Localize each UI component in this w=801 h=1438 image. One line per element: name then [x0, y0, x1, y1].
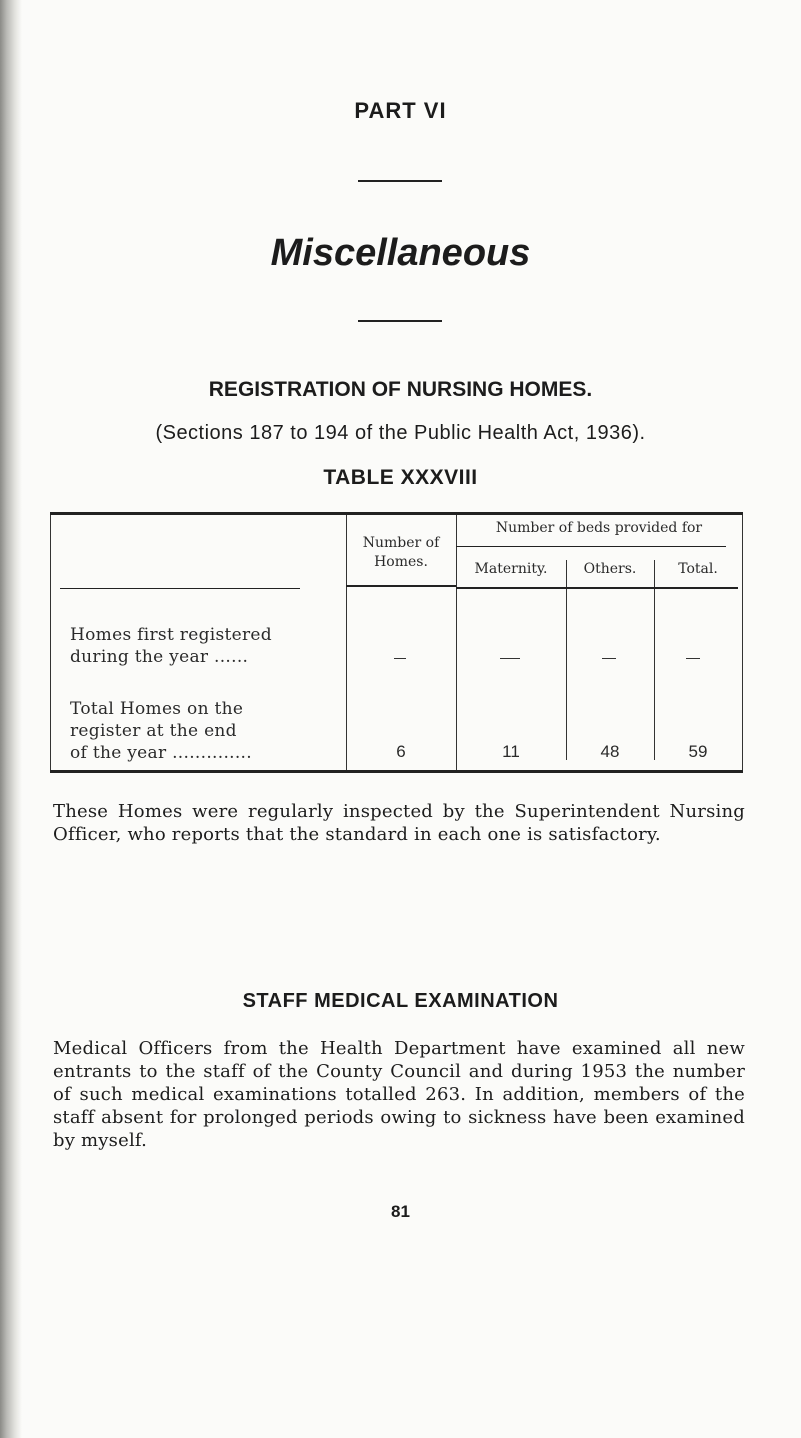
table-right-border	[742, 515, 743, 770]
registration-sections: (Sections 187 to 194 of the Public Health Act, 1936).	[155, 422, 646, 444]
divider-bottom	[358, 320, 442, 322]
row-label-first-registered	[70, 624, 340, 668]
row2-label-line3: of the year ..............	[70, 743, 252, 763]
table-top-rule	[50, 512, 743, 515]
staff-heading: STAFF MEDICAL EXAMINATION	[242, 990, 559, 1012]
others-header-underline	[566, 587, 654, 589]
part-heading: PART VI	[354, 98, 447, 123]
row2-others-value: 48	[600, 742, 620, 761]
col-divider-others	[566, 560, 567, 760]
stub-header-underline	[60, 588, 300, 589]
table-bottom-rule	[50, 770, 743, 773]
row2-label-line2: register at the end	[70, 721, 237, 741]
header-number-of-homes	[346, 534, 456, 572]
row2-total-value: 59	[688, 742, 708, 761]
inspection-paragraph: These Homes were regularly inspected by the Superintendent Nursing Officer, who reports that the standard in each one is satisfactory.	[53, 801, 745, 845]
page-number: 81	[391, 1202, 410, 1221]
row2-label-line1: Total Homes on the	[70, 699, 244, 719]
nursing-homes-table	[50, 512, 743, 774]
total-header-underline	[654, 587, 738, 589]
header-homes-line1: Number of	[362, 535, 440, 551]
row1-label-line2: during the year ......	[70, 647, 249, 667]
col-divider-maternity	[456, 515, 457, 770]
group-header-underline	[456, 546, 726, 547]
row-label-total-homes	[70, 698, 340, 764]
registration-heading: REGISTRATION OF NURSING HOMES.	[208, 378, 593, 401]
page-title: Miscellaneous	[270, 232, 531, 274]
header-total: Total.	[678, 561, 718, 577]
header-beds-group: Number of beds provided for	[495, 520, 703, 536]
header-homes-line2: Homes.	[374, 554, 428, 570]
col-divider-total	[654, 560, 655, 760]
row2-maternity-value: 11	[502, 742, 520, 761]
row2-homes-value: 6	[396, 742, 406, 761]
row1-total-dash	[686, 658, 700, 659]
table-title: TABLE XXXVIII	[323, 466, 478, 489]
table-left-border	[50, 515, 51, 770]
maternity-header-underline	[456, 587, 566, 589]
staff-paragraph: Medical Officers from the Health Department have examined all new entrants to the staff of the County Council and during 1953 the number of such medical examinations totalled 263. In addition, members of the staff absent for prolonged periods owing to sickness have been examined by myself.	[53, 1038, 745, 1151]
header-maternity: Maternity.	[474, 561, 548, 577]
header-others: Others.	[583, 561, 637, 577]
row1-label-line1: Homes first registered	[70, 625, 272, 645]
row1-maternity-dash	[500, 658, 520, 659]
homes-header-underline	[346, 585, 456, 587]
divider-top	[358, 180, 442, 182]
row1-homes-dash	[394, 658, 406, 659]
row1-others-dash	[602, 658, 616, 659]
page-edge-shadow	[0, 0, 22, 1438]
